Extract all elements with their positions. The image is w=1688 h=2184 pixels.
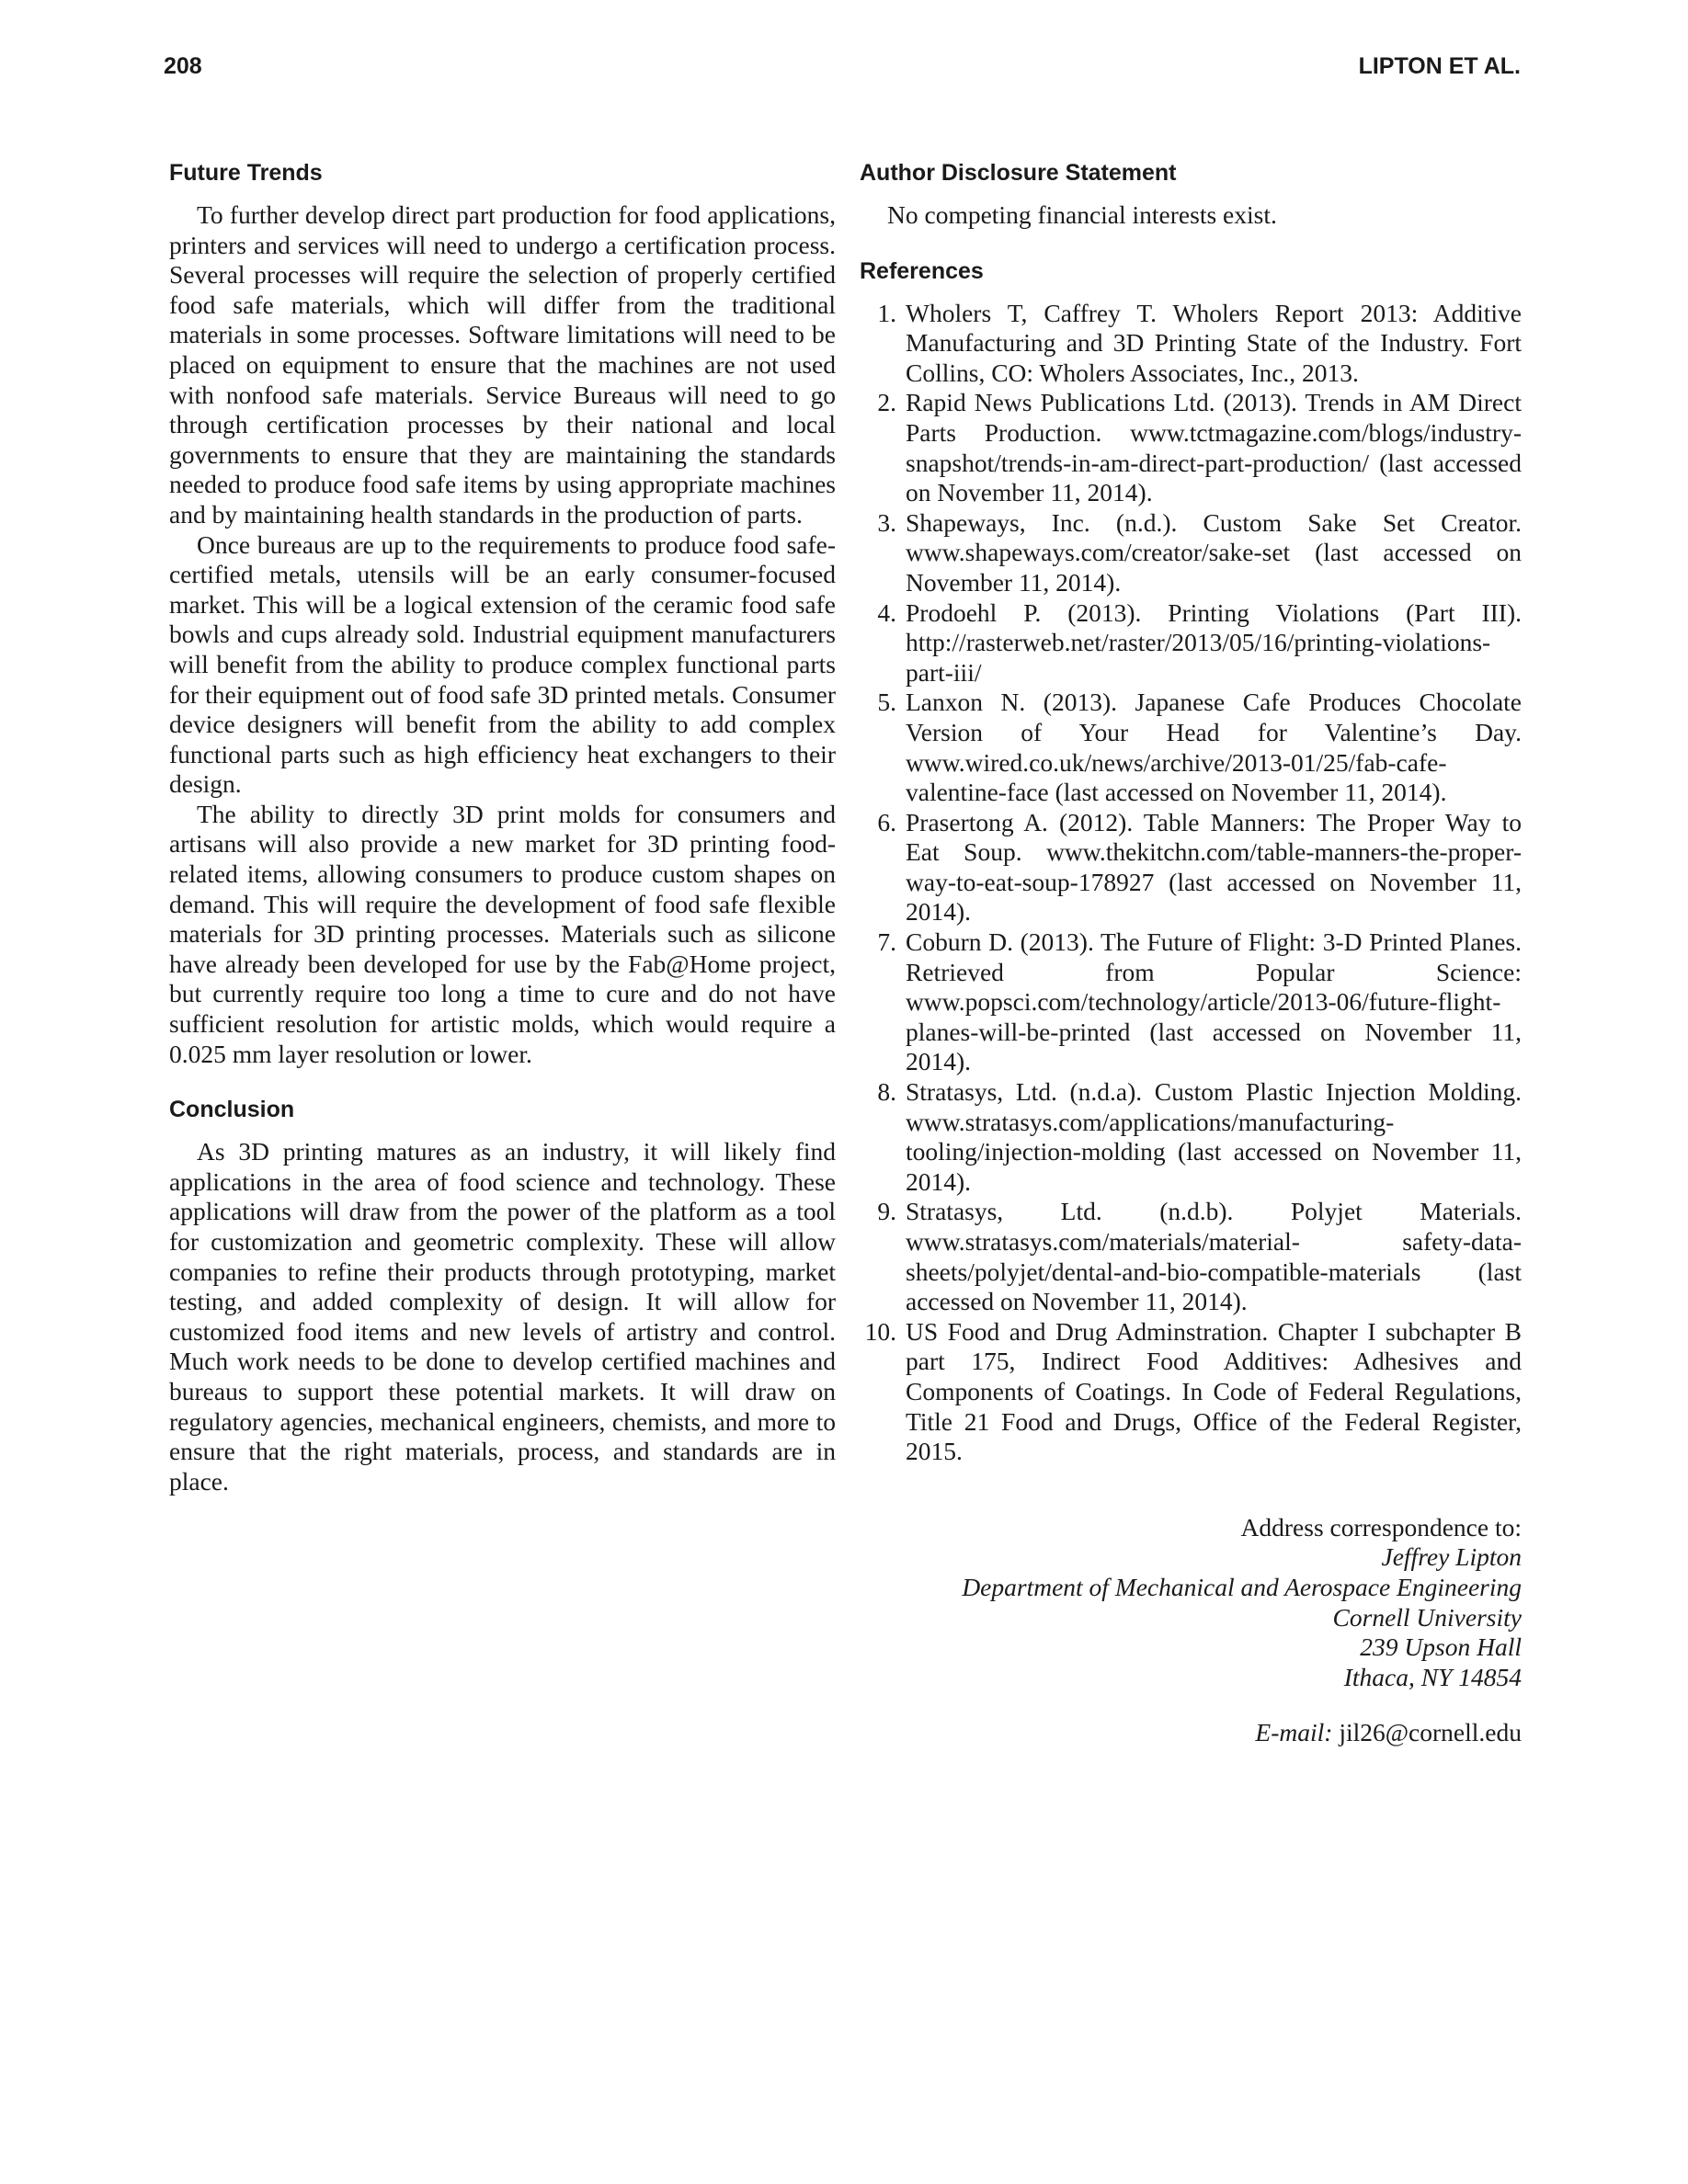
reference-text: Prodoehl P. (2013). Printing Violations (Part III). http://rasterweb.net/raster/2013/05/16/printing-violations-part-iii/ <box>906 597 1522 687</box>
conclusion-paragraph: As 3D printing matures as an industry, it will likely find applications in the area of food science and technology. These applications will draw from the power of the platform as a tool for customization and geometric complexity. These will allow companies to refine their products through prototyping, market testing, and added complexity of design. It will allow for customized food items and new levels of artistry and control. Much work needs to be done to develop certified machines and bureaus to support these potential markets. It will draw on regulatory agencies, mechanical engineers, chemists, and more to ensure that the right materials, process, and standards are in place. <box>169 1137 836 1496</box>
future-trends-heading: Future Trends <box>169 160 323 186</box>
email-label: E-mail: <box>1255 1718 1333 1747</box>
future-trends-paragraph-3: The ability to directly 3D print molds for consumers and artisans will also provide a new market for 3D printing food-related items, allowing consumers to produce custom shapes on demand. This will require the development of food safe flexible materials for 3D printing processes. Materials such as silicone have already been developed for use by the Fab@Home project, but currently require too long a time to cure and do not have sufficient resolution for artistic molds, which would require a 0.025 mm layer resolution or lower. <box>169 799 836 1068</box>
reference-text: Wholers T, Caffrey T. Wholers Report 2013: Additive Manufacturing and 3D Printing State of the Industry. Fort Collins, CO: Wholers Associates, Inc., 2013. <box>906 298 1522 387</box>
reference-text: Lanxon N. (2013). Japanese Cafe Produces Chocolate Version of Your Head for Valentine’s Day. www.wired.co.uk/news/archive/2013-01/25/fab-cafe-valentine-face (last accessed on November 11, 2014). <box>906 688 1522 807</box>
reference-item <box>860 1197 1522 1316</box>
correspondence-city: Ithaca, NY 14854 <box>1343 1662 1522 1691</box>
reference-list <box>860 299 1522 1467</box>
disclosure-section <box>860 156 1522 231</box>
reference-number: 8. <box>877 1077 896 1107</box>
reference-text: Stratasys, Ltd. (n.d.b). Polyjet Materials. www.stratasys.com/materials/material- safety-data-sheets/polyjet/dental-and-bio-compatible-materials (last accessed on November 11, 2014). <box>906 1197 1522 1316</box>
disclosure-heading: Author Disclosure Statement <box>860 160 1177 186</box>
right-column <box>860 156 1522 1748</box>
correspondence-label: Address correspondence to: <box>1240 1512 1522 1541</box>
running-head <box>164 53 1521 90</box>
page-number: 208 <box>164 53 202 79</box>
running-authors: LIPTON ET AL. <box>1358 53 1521 79</box>
correspondence-email <box>860 1718 1522 1748</box>
reference-item <box>860 1077 1522 1197</box>
reference-item <box>860 388 1522 507</box>
left-column <box>169 156 836 1496</box>
reference-number: 4. <box>877 597 896 627</box>
reference-number: 3. <box>877 507 896 537</box>
reference-number: 7. <box>877 927 896 957</box>
correspondence-university: Cornell University <box>1332 1602 1522 1632</box>
correspondence-street: 239 Upson Hall <box>1360 1632 1522 1662</box>
reference-text: Coburn D. (2013). The Future of Flight: 3-D Printed Planes. Retrieved from Popular Science: www.popsci.com/technology/article/2013-06/future-flight-planes-will-be-printed (last accessed on November 11, 2014). <box>906 927 1522 1076</box>
reference-text: US Food and Drug Adminstration. Chapter I subchapter B part 175, Indirect Food Additives: Adhesives and Components of Coatings. In Code of Federal Regulations, Title 21 Food and Drugs, Office of the Federal Register, 2015. <box>906 1316 1522 1466</box>
disclosure-text: No competing financial interests exist. <box>887 200 1277 229</box>
future-trends-section <box>169 156 836 1069</box>
reference-text: Shapeways, Inc. (n.d.). Custom Sake Set Creator. www.shapeways.com/creator/sake-set (last accessed on November 11, 2014). <box>906 507 1522 597</box>
reference-number: 1. <box>877 298 896 327</box>
conclusion-heading: Conclusion <box>169 1097 295 1123</box>
conclusion-section <box>169 1093 836 1496</box>
reference-item <box>860 598 1522 688</box>
reference-number: 2. <box>877 388 896 417</box>
reference-number: 9. <box>877 1197 896 1226</box>
correspondence-address <box>860 1513 1522 1693</box>
reference-text: Stratasys, Ltd. (n.d.a). Custom Plastic Injection Molding. www.stratasys.com/applications/manufacturing-tooling/injection-molding (last accessed on November 11, 2014). <box>906 1077 1522 1196</box>
reference-text: Rapid News Publications Ltd. (2013). Trends in AM Direct Parts Production. www.tctmagazine.com/blogs/industry-snapshot/trends-in-am-direct-part-production/ (last accessed on November 11, 2014). <box>906 388 1522 507</box>
reference-item <box>860 508 1522 598</box>
reference-number: 5. <box>877 688 896 717</box>
references-heading: References <box>860 257 984 284</box>
reference-text: Prasertong A. (2012). Table Manners: The Proper Way to Eat Soup. www.thekitchn.com/table-manners-the-proper-way-to-eat-soup-178927 (last accessed on November 11, 2014). <box>906 807 1522 927</box>
reference-number: 6. <box>877 807 896 836</box>
future-trends-paragraph-2: Once bureaus are up to the requirements to produce food safe-certified metals, utensils will be an early consumer-focused market. This will be a logical extension of the ceramic food safe bowls and cups already sold. Industrial equipment manufacturers will benefit from the ability to produce complex functional parts for their equipment out of food safe 3D printed metals. Consumer device designers will benefit from the ability to add complex functional parts such as high efficiency heat exchangers to their design. <box>169 529 836 799</box>
reference-item <box>860 808 1522 927</box>
reference-number: 10. <box>864 1316 896 1346</box>
references-section <box>860 255 1522 1467</box>
future-trends-paragraph-1: To further develop direct part production for food applications, printers and services will need to undergo a certification process. Several processes will require the selection of properly certified food safe materials, which will differ from the traditional materials in some processes. Software limitations will need to be placed on equipment to ensure that the machines are not used with nonfood safe materials. Service Bureaus will need to go through certification processes by their national and local governments to ensure that they are maintaining the standards needed to produce food safe items by using appropriate machines and by maintaining health standards in the production of parts. <box>169 200 836 529</box>
correspondence-department: Department of Mechanical and Aerospace Engineering <box>962 1572 1522 1601</box>
reference-item <box>860 299 1522 389</box>
reference-item <box>860 927 1522 1077</box>
correspondence-name: Jeffrey Lipton <box>1381 1542 1522 1572</box>
email-address[interactable]: jil26@cornell.edu <box>1339 1718 1522 1747</box>
reference-item <box>860 1317 1522 1467</box>
reference-item <box>860 688 1522 807</box>
